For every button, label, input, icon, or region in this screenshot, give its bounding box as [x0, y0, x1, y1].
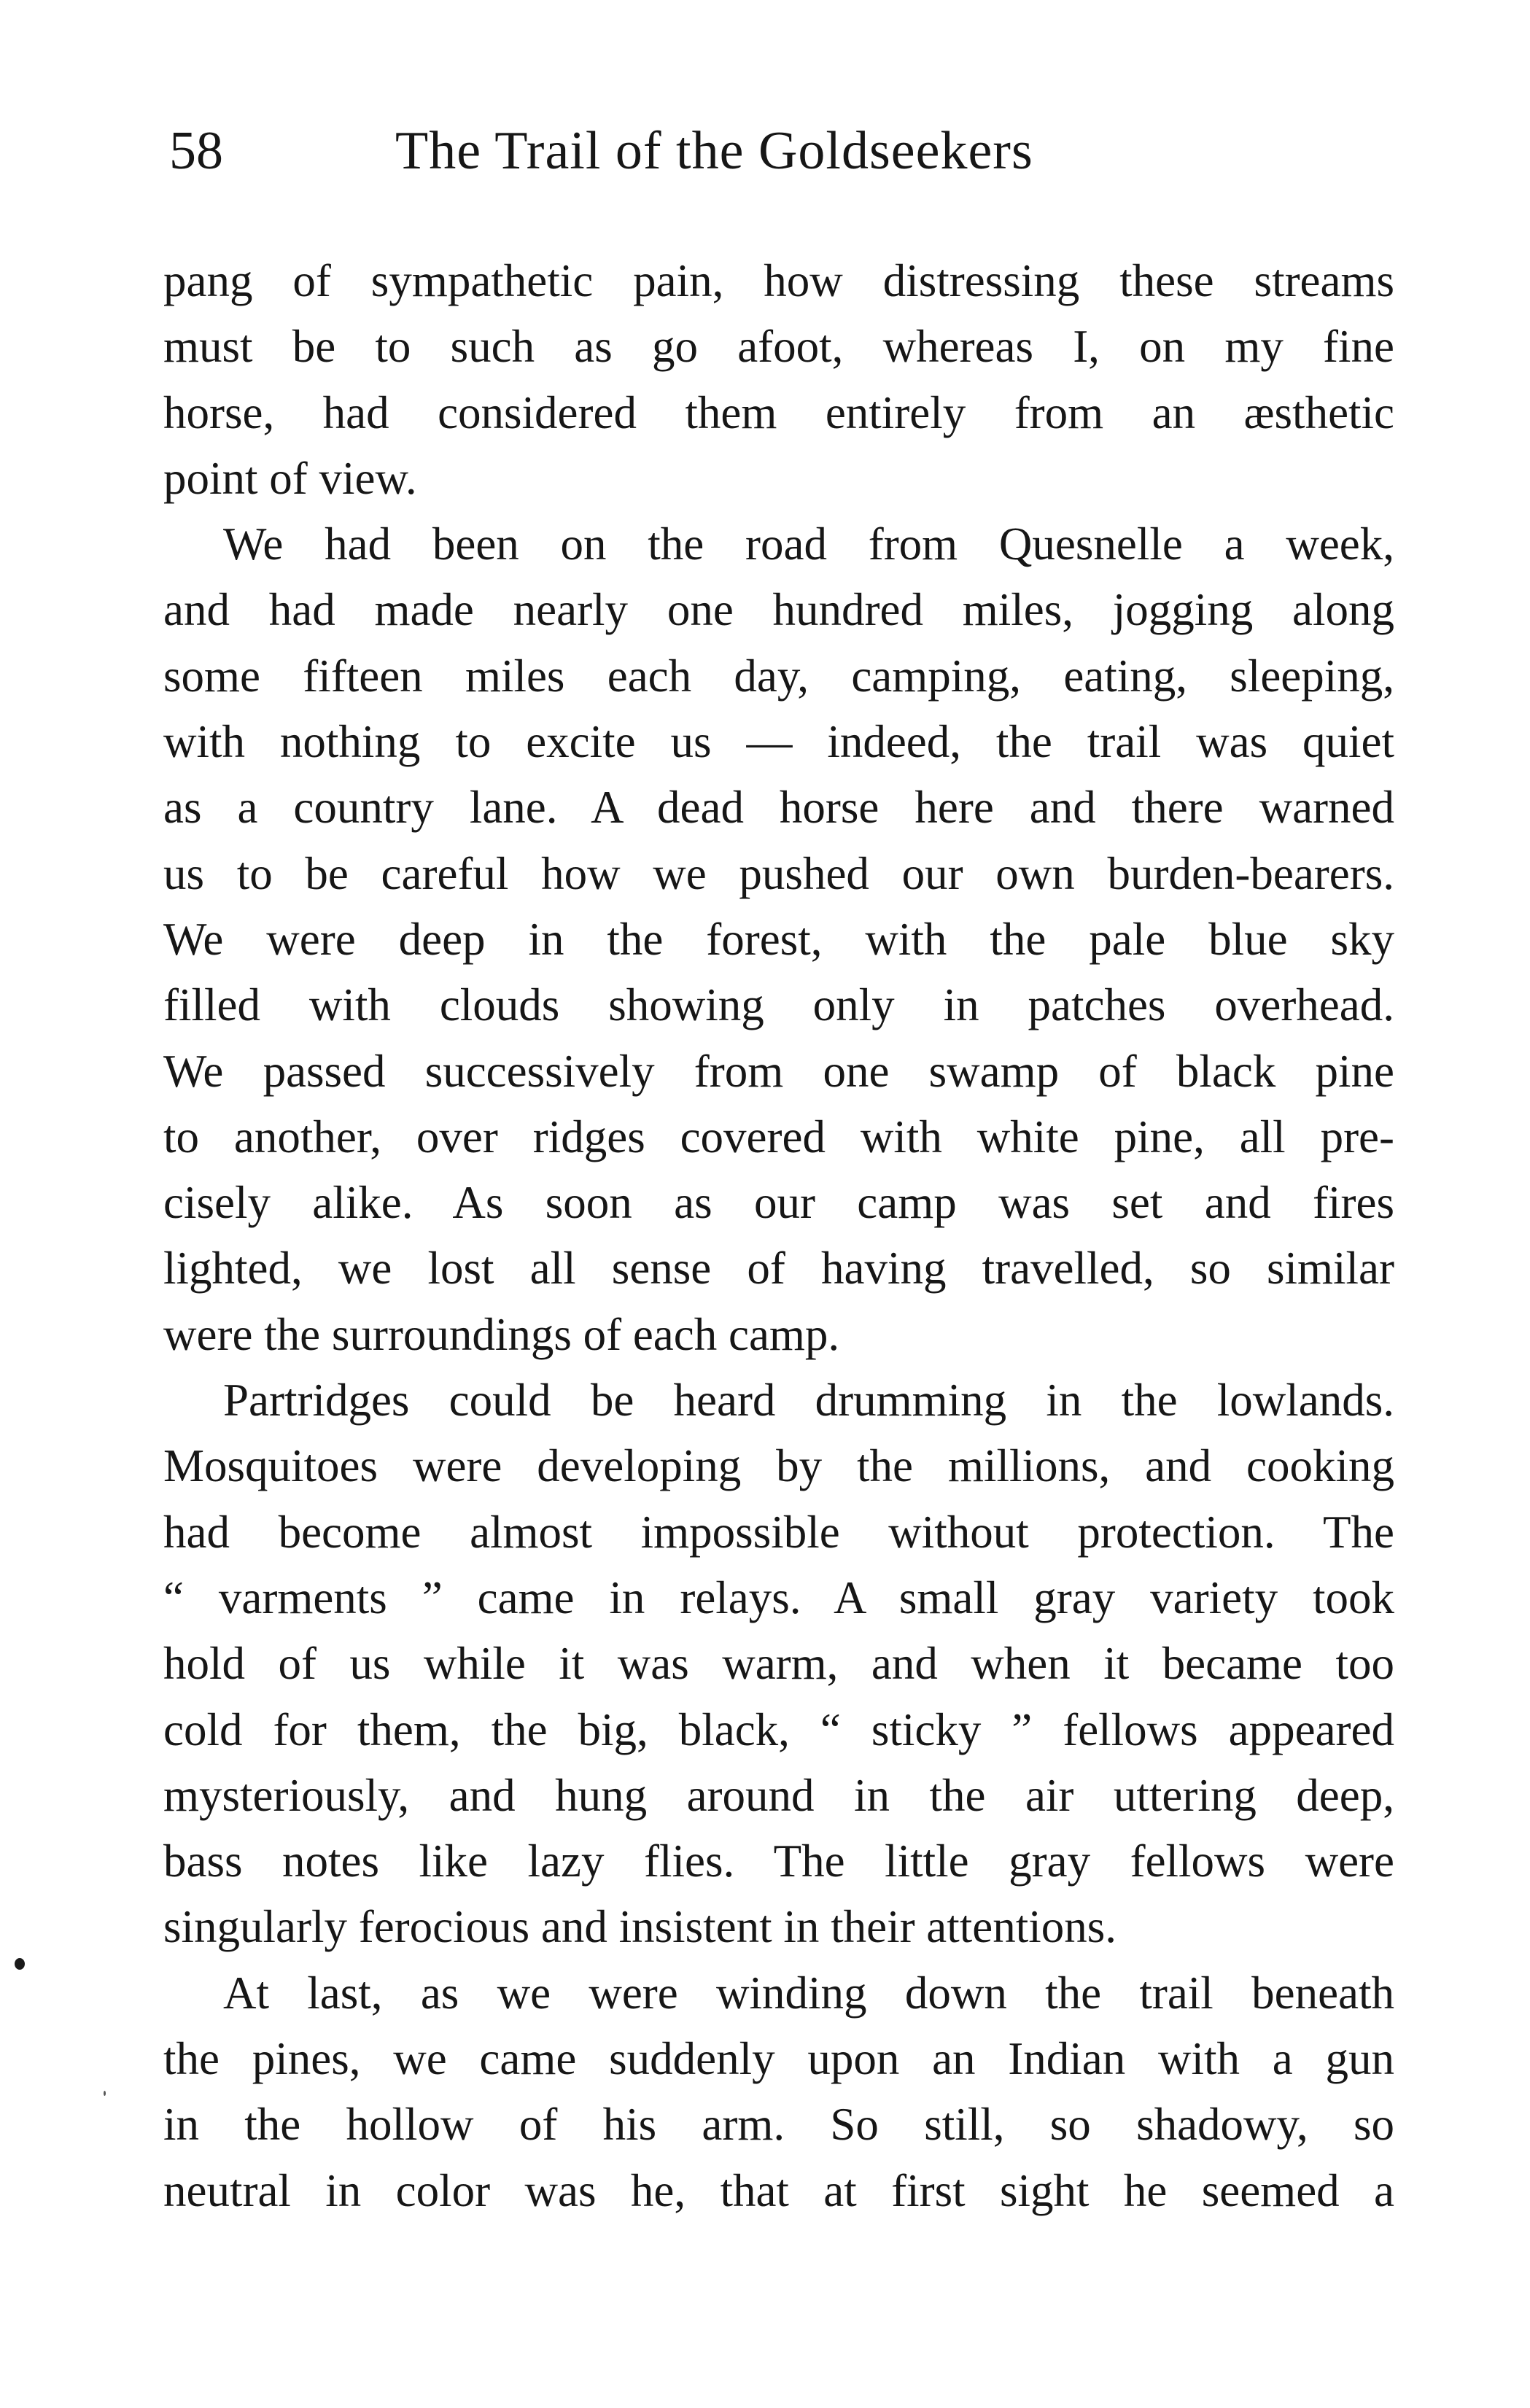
text-line: bass notes like lazy flies. The little gray fellows were	[163, 1836, 1394, 1887]
text-line: horse, had considered them entirely from an æsthetic	[163, 387, 1394, 438]
text-line: “ varments ” came in relays. A small gray variety took	[163, 1572, 1394, 1623]
text-line: and had made nearly one hundred miles, jogging along	[163, 584, 1394, 636]
text-line: the pines, we came suddenly upon an Indian with a gun	[163, 2033, 1394, 2085]
body-text	[163, 248, 1394, 2223]
text-line: cold for them, the big, black, “ sticky ” fellows appeared	[163, 1704, 1394, 1755]
text-line: singularly ferocious and insistent in their attentions.	[163, 1901, 1117, 1953]
text-line: lighted, we lost all sense of having travelled, so similar	[163, 1243, 1394, 1294]
text-line: pang of sympathetic pain, how distressing these streams	[163, 255, 1394, 306]
text-line: hold of us while it was warm, and when it became too	[163, 1638, 1394, 1690]
text-line: cisely alike. As soon as our camp was set and fires	[163, 1177, 1394, 1229]
text-line: were the surroundings of each camp.	[163, 1308, 840, 1360]
text-line: as a country lane. A dead horse here and there warned	[163, 782, 1394, 834]
text-line: point of view.	[163, 452, 417, 504]
text-line: Mosquitoes were developing by the millions, and cooking	[163, 1440, 1394, 1492]
page-number: 58	[169, 121, 223, 181]
text-line: neutral in color was he, that at first sight he seemed a	[163, 2164, 1394, 2216]
text-line: We passed successively from one swamp of black pine	[163, 1045, 1394, 1097]
margin-ink-tick	[104, 2091, 106, 2096]
margin-ink-speck	[15, 1958, 25, 1970]
text-line: filled with clouds showing only in patches overhead.	[163, 979, 1394, 1031]
text-line: had become almost impossible without protection. The	[163, 1506, 1394, 1558]
paragraph-first-line: We had been on the road from Quesnelle a week,	[223, 519, 1394, 570]
paragraph-first-line: Partridges could be heard drumming in the lowlands.	[223, 1375, 1394, 1426]
text-line: us to be careful how we pushed our own burden-bearers.	[163, 847, 1394, 899]
text-line: to another, over ridges covered with white pine, all pre-	[163, 1111, 1394, 1162]
text-line: in the hollow of his arm. So still, so shadowy, so	[163, 2099, 1394, 2151]
text-line: must be to such as go afoot, whereas I, on my fine	[163, 321, 1394, 373]
paragraph-first-line: At last, as we were winding down the trail beneath	[223, 1967, 1394, 2019]
text-line: with nothing to excite us — indeed, the trail was quiet	[163, 716, 1394, 768]
running-title: The Trail of the Goldseekers	[395, 121, 1033, 181]
text-line: We were deep in the forest, with the pale blue sky	[163, 913, 1394, 965]
text-line: mysteriously, and hung around in the air uttering deep,	[163, 1769, 1394, 1821]
text-line: some fifteen miles each day, camping, eating, sleeping,	[163, 650, 1394, 702]
